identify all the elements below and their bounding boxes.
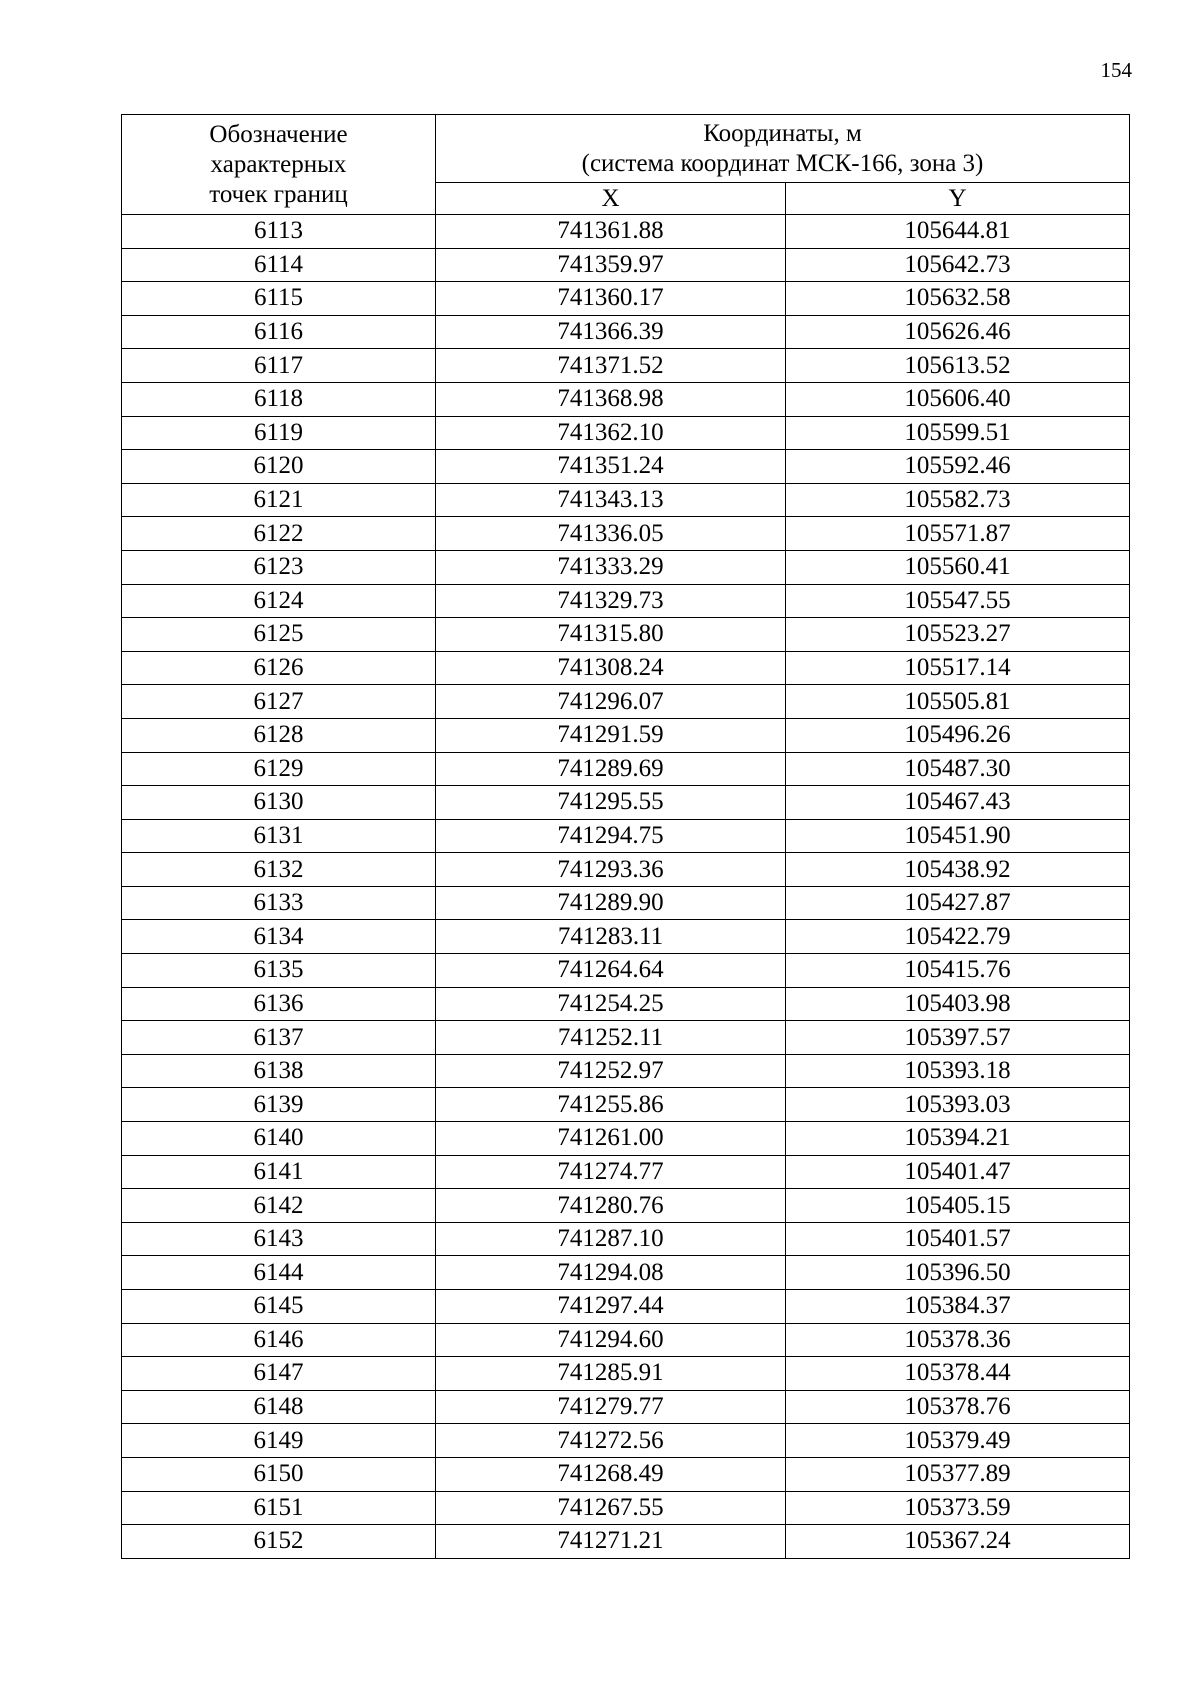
- table-row: [122, 651, 1130, 685]
- cell-point-id: 6130: [122, 786, 436, 820]
- cell-x: 741366.39: [436, 315, 786, 349]
- table-row: [122, 1189, 1130, 1223]
- cell-y: 105378.76: [786, 1390, 1130, 1424]
- cell-x: 741285.91: [436, 1357, 786, 1391]
- cell-x: 741308.24: [436, 651, 786, 685]
- table-row: [122, 1491, 1130, 1525]
- table-row: [122, 618, 1130, 652]
- cell-point-id: 6135: [122, 954, 436, 988]
- table-row: [122, 718, 1130, 752]
- cell-y: 105642.73: [786, 248, 1130, 282]
- cell-x: 741297.44: [436, 1290, 786, 1324]
- cell-y: 105401.47: [786, 1155, 1130, 1189]
- header-y: Y: [786, 183, 1130, 215]
- table-row: [122, 1155, 1130, 1189]
- cell-x: 741264.64: [436, 954, 786, 988]
- cell-y: 105644.81: [786, 215, 1130, 249]
- cell-y: 105394.21: [786, 1122, 1130, 1156]
- cell-x: 741343.13: [436, 483, 786, 517]
- table-row: [122, 920, 1130, 954]
- cell-point-id: 6147: [122, 1357, 436, 1391]
- table-body: [122, 215, 1130, 1559]
- cell-y: 105613.52: [786, 349, 1130, 383]
- cell-y: 105384.37: [786, 1290, 1130, 1324]
- table-row: [122, 517, 1130, 551]
- header-label-line: характерных: [210, 150, 347, 178]
- cell-point-id: 6140: [122, 1122, 436, 1156]
- table-row: [122, 1457, 1130, 1491]
- cell-point-id: 6142: [122, 1189, 436, 1223]
- header-coords-line: Координаты, м: [703, 119, 862, 147]
- cell-x: 741274.77: [436, 1155, 786, 1189]
- cell-x: 741315.80: [436, 618, 786, 652]
- table-row: [122, 584, 1130, 618]
- cell-y: 105367.24: [786, 1525, 1130, 1559]
- cell-y: 105560.41: [786, 550, 1130, 584]
- cell-point-id: 6150: [122, 1457, 436, 1491]
- header-x: X: [436, 183, 786, 215]
- cell-x: 741289.69: [436, 752, 786, 786]
- table-row: [122, 248, 1130, 282]
- cell-y: 105378.36: [786, 1323, 1130, 1357]
- cell-x: 741279.77: [436, 1390, 786, 1424]
- cell-point-id: 6118: [122, 382, 436, 416]
- cell-point-id: 6128: [122, 718, 436, 752]
- cell-x: 741368.98: [436, 382, 786, 416]
- cell-point-id: 6116: [122, 315, 436, 349]
- cell-x: 741351.24: [436, 450, 786, 484]
- table-row: [122, 954, 1130, 988]
- cell-point-id: 6138: [122, 1054, 436, 1088]
- cell-point-id: 6141: [122, 1155, 436, 1189]
- header-label-line: Обозначение: [209, 120, 348, 148]
- coordinates-table: [121, 114, 1130, 1559]
- cell-point-id: 6137: [122, 1021, 436, 1055]
- table-row: [122, 886, 1130, 920]
- cell-point-id: 6120: [122, 450, 436, 484]
- table-row: [122, 1256, 1130, 1290]
- cell-y: 105487.30: [786, 752, 1130, 786]
- table-row: [122, 282, 1130, 316]
- cell-point-id: 6151: [122, 1491, 436, 1525]
- cell-y: 105405.15: [786, 1189, 1130, 1223]
- table-row: [122, 1088, 1130, 1122]
- cell-x: 741295.55: [436, 786, 786, 820]
- table-row: [122, 1390, 1130, 1424]
- cell-point-id: 6124: [122, 584, 436, 618]
- cell-x: 741254.25: [436, 987, 786, 1021]
- table-row: [122, 1323, 1130, 1357]
- cell-y: 105393.18: [786, 1054, 1130, 1088]
- cell-point-id: 6146: [122, 1323, 436, 1357]
- cell-point-id: 6122: [122, 517, 436, 551]
- cell-x: 741252.97: [436, 1054, 786, 1088]
- cell-x: 741291.59: [436, 718, 786, 752]
- cell-x: 741294.60: [436, 1323, 786, 1357]
- table-row: [122, 315, 1130, 349]
- cell-y: 105632.58: [786, 282, 1130, 316]
- table-row: [122, 1222, 1130, 1256]
- cell-y: 105378.44: [786, 1357, 1130, 1391]
- cell-y: 105397.57: [786, 1021, 1130, 1055]
- cell-x: 741371.52: [436, 349, 786, 383]
- cell-x: 741272.56: [436, 1424, 786, 1458]
- cell-point-id: 6119: [122, 416, 436, 450]
- cell-y: 105606.40: [786, 382, 1130, 416]
- cell-x: 741360.17: [436, 282, 786, 316]
- table-row: [122, 987, 1130, 1021]
- cell-x: 741287.10: [436, 1222, 786, 1256]
- table-row: [122, 450, 1130, 484]
- cell-x: 741294.75: [436, 819, 786, 853]
- cell-y: 105373.59: [786, 1491, 1130, 1525]
- table-row: [122, 550, 1130, 584]
- table-row: [122, 416, 1130, 450]
- cell-point-id: 6149: [122, 1424, 436, 1458]
- cell-point-id: 6136: [122, 987, 436, 1021]
- cell-point-id: 6144: [122, 1256, 436, 1290]
- cell-point-id: 6152: [122, 1525, 436, 1559]
- cell-x: 741283.11: [436, 920, 786, 954]
- cell-x: 741280.76: [436, 1189, 786, 1223]
- cell-y: 105379.49: [786, 1424, 1130, 1458]
- cell-x: 741252.11: [436, 1021, 786, 1055]
- cell-y: 105517.14: [786, 651, 1130, 685]
- cell-x: 741261.00: [436, 1122, 786, 1156]
- cell-y: 105422.79: [786, 920, 1130, 954]
- header-coords-line: (система координат МСК-166, зона 3): [581, 149, 984, 177]
- cell-point-id: 6143: [122, 1222, 436, 1256]
- header-label-line: точек границ: [209, 180, 348, 208]
- table-row: [122, 1525, 1130, 1559]
- cell-y: 105599.51: [786, 416, 1130, 450]
- cell-point-id: 6123: [122, 550, 436, 584]
- table-row: [122, 819, 1130, 853]
- cell-y: 105523.27: [786, 618, 1130, 652]
- table-row: [122, 1122, 1130, 1156]
- cell-x: 741293.36: [436, 853, 786, 887]
- cell-point-id: 6148: [122, 1390, 436, 1424]
- cell-x: 741296.07: [436, 685, 786, 719]
- cell-point-id: 6145: [122, 1290, 436, 1324]
- cell-x: 741255.86: [436, 1088, 786, 1122]
- cell-y: 105592.46: [786, 450, 1130, 484]
- cell-y: 105415.76: [786, 954, 1130, 988]
- cell-x: 741333.29: [436, 550, 786, 584]
- table-row: [122, 1290, 1130, 1324]
- table-row: [122, 786, 1130, 820]
- cell-point-id: 6117: [122, 349, 436, 383]
- header-coordinates: [436, 115, 1130, 183]
- cell-point-id: 6132: [122, 853, 436, 887]
- table-header: [122, 115, 1130, 215]
- table-row: [122, 1357, 1130, 1391]
- cell-y: 105377.89: [786, 1457, 1130, 1491]
- table-row: [122, 1021, 1130, 1055]
- page-number: 154: [1100, 58, 1132, 82]
- cell-y: 105496.26: [786, 718, 1130, 752]
- cell-point-id: 6134: [122, 920, 436, 954]
- cell-y: 105626.46: [786, 315, 1130, 349]
- table-row: [122, 685, 1130, 719]
- cell-y: 105401.57: [786, 1222, 1130, 1256]
- cell-point-id: 6126: [122, 651, 436, 685]
- cell-y: 105438.92: [786, 853, 1130, 887]
- cell-y: 105571.87: [786, 517, 1130, 551]
- cell-x: 741294.08: [436, 1256, 786, 1290]
- cell-x: 741268.49: [436, 1457, 786, 1491]
- cell-x: 741289.90: [436, 886, 786, 920]
- cell-x: 741362.10: [436, 416, 786, 450]
- cell-x: 741267.55: [436, 1491, 786, 1525]
- cell-x: 741361.88: [436, 215, 786, 249]
- header-point-label: [122, 115, 436, 215]
- table-row: [122, 853, 1130, 887]
- cell-y: 105451.90: [786, 819, 1130, 853]
- table-row: [122, 382, 1130, 416]
- cell-point-id: 6131: [122, 819, 436, 853]
- cell-point-id: 6139: [122, 1088, 436, 1122]
- table-row: [122, 752, 1130, 786]
- cell-point-id: 6125: [122, 618, 436, 652]
- cell-y: 105505.81: [786, 685, 1130, 719]
- cell-x: 741329.73: [436, 584, 786, 618]
- table-row: [122, 349, 1130, 383]
- cell-y: 105582.73: [786, 483, 1130, 517]
- cell-point-id: 6121: [122, 483, 436, 517]
- cell-point-id: 6129: [122, 752, 436, 786]
- cell-y: 105396.50: [786, 1256, 1130, 1290]
- cell-y: 105467.43: [786, 786, 1130, 820]
- cell-y: 105427.87: [786, 886, 1130, 920]
- cell-y: 105547.55: [786, 584, 1130, 618]
- cell-x: 741336.05: [436, 517, 786, 551]
- cell-point-id: 6114: [122, 248, 436, 282]
- cell-point-id: 6127: [122, 685, 436, 719]
- cell-y: 105393.03: [786, 1088, 1130, 1122]
- table-row: [122, 215, 1130, 249]
- cell-point-id: 6133: [122, 886, 436, 920]
- cell-y: 105403.98: [786, 987, 1130, 1021]
- cell-x: 741271.21: [436, 1525, 786, 1559]
- table-row: [122, 483, 1130, 517]
- cell-point-id: 6113: [122, 215, 436, 249]
- cell-point-id: 6115: [122, 282, 436, 316]
- cell-x: 741359.97: [436, 248, 786, 282]
- table-row: [122, 1424, 1130, 1458]
- table-row: [122, 1054, 1130, 1088]
